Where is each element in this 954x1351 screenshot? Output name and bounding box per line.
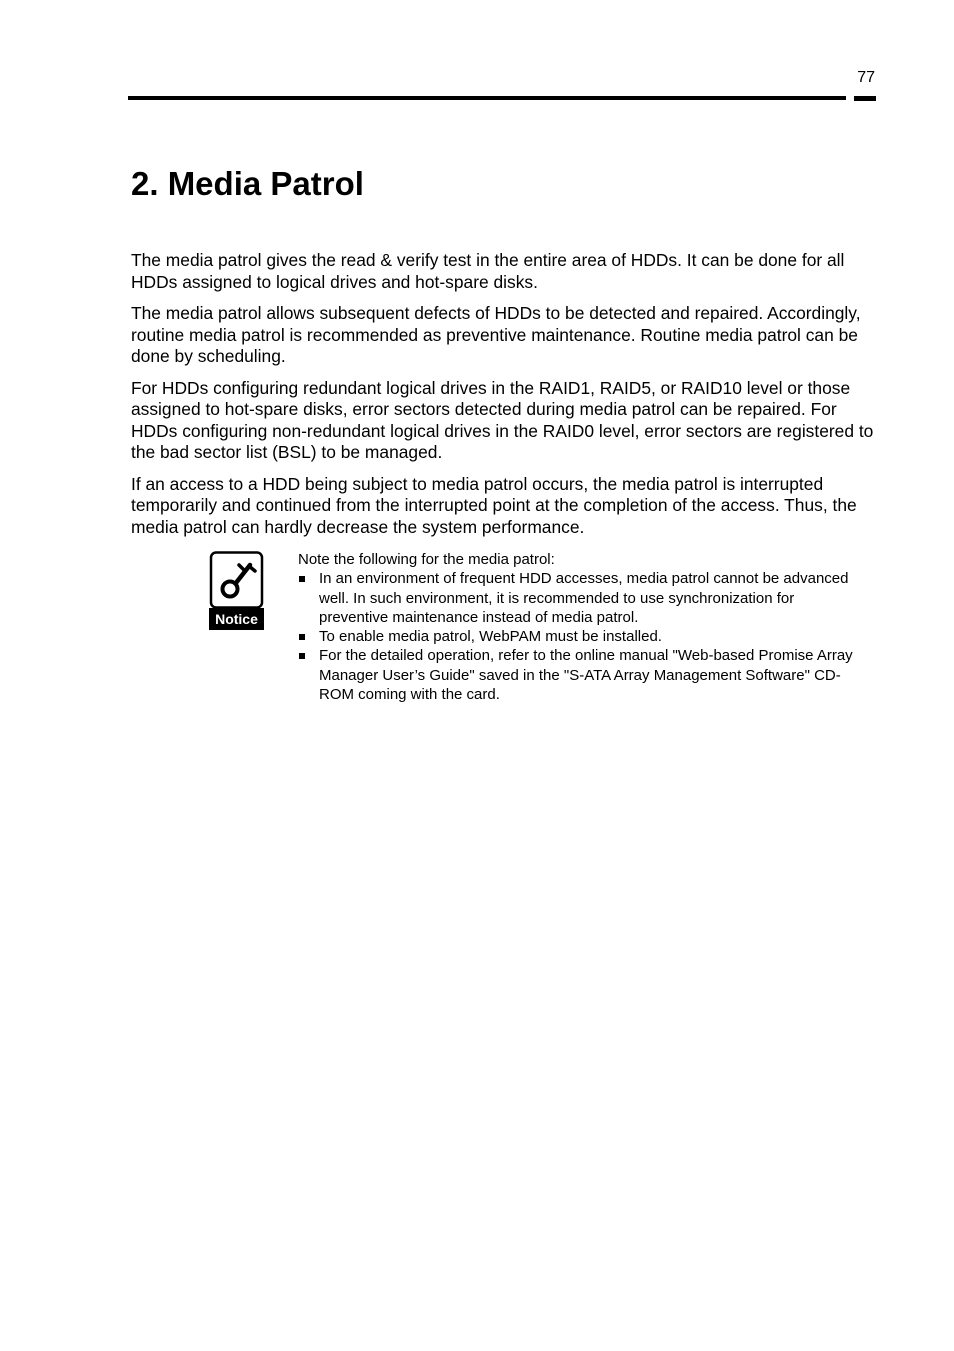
paragraph: If an access to a HDD being subject to media patrol occurs, the media patrol is interrupted temporarily and continued from the interrupted point at the completion of the access. Thus, the media patrol can hardly decrease the system performance. (131, 473, 857, 537)
list-item-text: To enable media patrol, WebPAM must be installed. (319, 628, 662, 646)
bullet-square-icon (299, 653, 305, 659)
notice-intro: Note the following for the media patrol: (298, 551, 555, 568)
list-item-text: In an environment of frequent HDD accesses, media patrol cannot be advanced well. In such environment, it is recommended to use synchronization for preventive maintenance instead of media patrol. (319, 570, 849, 626)
list-item (298, 646, 858, 704)
notice-label: Notice (209, 608, 264, 630)
page-number: 77 (857, 69, 875, 86)
header-rule (128, 96, 846, 100)
paragraph: The media patrol gives the read & verify test in the entire area of HDDs. It can be done for all HDDs assigned to logical drives and hot-spare disks. (131, 250, 845, 292)
body-text (131, 250, 879, 548)
list-item-text: For the detailed operation, refer to the online manual "Web-based Promise Array Manager User’s Guide" saved in the "S-ATA Array Management Software" CD-ROM coming with the card. (319, 647, 853, 704)
section-title: 2. Media Patrol (131, 165, 364, 202)
notice-list (298, 569, 858, 704)
bullet-square-icon (299, 576, 305, 582)
paragraph: The media patrol allows subsequent defects of HDDs to be detected and repaired. Accordingly, routine media patrol is recommended as preventive maintenance. Routine media patrol can be done by scheduling. (131, 303, 861, 366)
list-item (298, 569, 858, 627)
paragraph: For HDDs configuring redundant logical drives in the RAID1, RAID5, or RAID10 level or those assigned to hot-spare disks, error sectors detected during media patrol can be repaired. For HDDs configuring non-redundant logical drives in the RAID0 level, error sectors are registered to the bad sector list (BSL) to be managed. (131, 377, 874, 462)
notice-box (298, 550, 858, 704)
list-item (298, 627, 858, 646)
header-rule-tab (854, 96, 876, 101)
bullet-square-icon (299, 634, 305, 640)
